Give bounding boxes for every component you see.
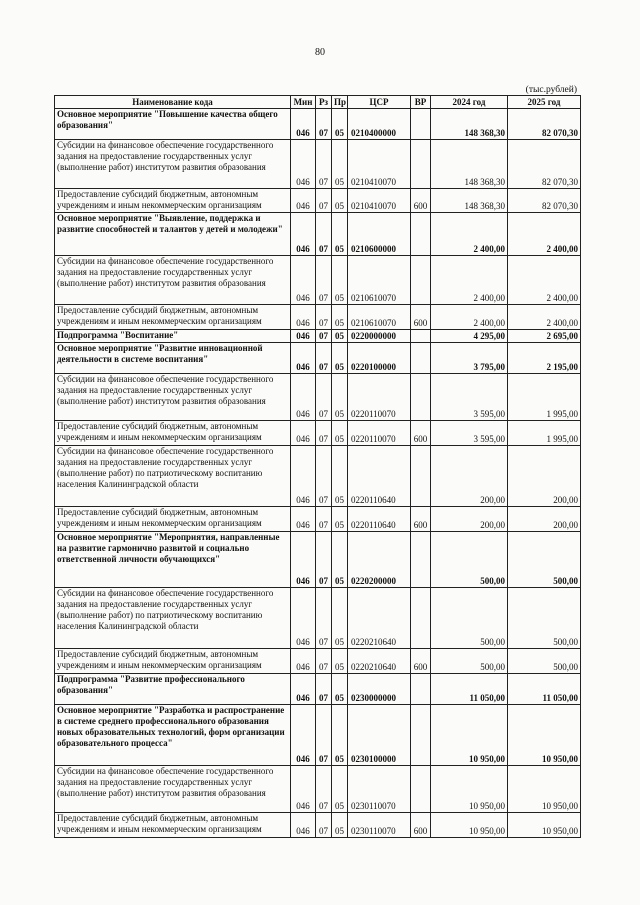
cell-name: Подпрограмма "Развитие профессионального образования" xyxy=(55,674,291,705)
cell-y2025: 10 950,00 xyxy=(508,705,581,766)
cell-name: Предоставление субсидий бюджетным, автономным учреждениям и иным некоммерческим организациям xyxy=(55,649,291,674)
cell-rz: 07 xyxy=(316,705,332,766)
cell-csr: 0230000000 xyxy=(348,674,411,705)
table-row xyxy=(55,140,581,189)
table-body xyxy=(55,109,581,838)
cell-rz: 07 xyxy=(316,766,332,813)
cell-min: 046 xyxy=(291,256,316,305)
cell-min: 046 xyxy=(291,674,316,705)
table-row xyxy=(55,705,581,766)
cell-name: Основное мероприятие "Мероприятия, направленные на развитие гармонично развитой и социально ответственной личности обучающихся" xyxy=(55,532,291,588)
cell-y2025: 200,00 xyxy=(508,507,581,532)
cell-pr: 05 xyxy=(332,813,348,838)
cell-vr xyxy=(411,588,431,649)
cell-rz: 07 xyxy=(316,507,332,532)
cell-vr xyxy=(411,213,431,256)
page-number: 80 xyxy=(315,47,325,58)
cell-min: 046 xyxy=(291,213,316,256)
table-row xyxy=(55,813,581,838)
cell-y2025: 11 050,00 xyxy=(508,674,581,705)
cell-pr: 05 xyxy=(332,343,348,374)
cell-min: 046 xyxy=(291,140,316,189)
cell-min: 046 xyxy=(291,649,316,674)
cell-csr: 0210610070 xyxy=(348,305,411,330)
table-row xyxy=(55,507,581,532)
cell-pr: 05 xyxy=(332,140,348,189)
cell-rz: 07 xyxy=(316,189,332,213)
cell-vr xyxy=(411,532,431,588)
cell-y2024: 3 595,00 xyxy=(431,421,508,446)
cell-vr xyxy=(411,766,431,813)
cell-y2024: 200,00 xyxy=(431,507,508,532)
cell-min: 046 xyxy=(291,532,316,588)
cell-min: 046 xyxy=(291,330,316,343)
cell-y2025: 10 950,00 xyxy=(508,766,581,813)
cell-y2024: 11 050,00 xyxy=(431,674,508,705)
cell-y2025: 82 070,30 xyxy=(508,140,581,189)
budget-table xyxy=(54,95,581,838)
cell-vr xyxy=(411,109,431,140)
table-row xyxy=(55,674,581,705)
units-label: (тыс.рублей) xyxy=(525,85,577,95)
cell-min: 046 xyxy=(291,813,316,838)
cell-pr: 05 xyxy=(332,507,348,532)
cell-pr: 05 xyxy=(332,588,348,649)
table-row xyxy=(55,343,581,374)
cell-y2025: 500,00 xyxy=(508,649,581,674)
cell-y2024: 10 950,00 xyxy=(431,766,508,813)
cell-csr: 0220210640 xyxy=(348,588,411,649)
cell-y2024: 148 368,30 xyxy=(431,140,508,189)
table-row xyxy=(55,766,581,813)
cell-rz: 07 xyxy=(316,374,332,421)
cell-name: Основное мероприятие "Разработка и распространение в системе среднего профессионального образования новых образовательных технологий, форм организации образовательного процесса" xyxy=(55,705,291,766)
cell-pr: 05 xyxy=(332,649,348,674)
cell-vr xyxy=(411,256,431,305)
cell-csr: 0230110070 xyxy=(348,813,411,838)
cell-rz: 07 xyxy=(316,213,332,256)
cell-pr: 05 xyxy=(332,305,348,330)
cell-y2025: 2 695,00 xyxy=(508,330,581,343)
cell-y2025: 500,00 xyxy=(508,532,581,588)
cell-name: Предоставление субсидий бюджетным, автономным учреждениям и иным некоммерческим организациям xyxy=(55,305,291,330)
cell-rz: 07 xyxy=(316,343,332,374)
cell-y2024: 10 950,00 xyxy=(431,705,508,766)
cell-name: Подпрограмма "Воспитание" xyxy=(55,330,291,343)
cell-csr: 0210600000 xyxy=(348,213,411,256)
cell-y2024: 2 400,00 xyxy=(431,256,508,305)
cell-pr: 05 xyxy=(332,766,348,813)
cell-pr: 05 xyxy=(332,446,348,507)
cell-y2024: 2 400,00 xyxy=(431,305,508,330)
cell-name: Основное мероприятие "Выявление, поддержка и развитие способностей и талантов у детей и молодежи" xyxy=(55,213,291,256)
cell-y2024: 500,00 xyxy=(431,532,508,588)
cell-min: 046 xyxy=(291,766,316,813)
header-csr: ЦСР xyxy=(348,96,411,109)
table-row xyxy=(55,649,581,674)
cell-name: Предоставление субсидий бюджетным, автономным учреждениям и иным некоммерческим организациям xyxy=(55,189,291,213)
cell-y2024: 200,00 xyxy=(431,446,508,507)
cell-vr: 600 xyxy=(411,507,431,532)
cell-csr: 0210410070 xyxy=(348,140,411,189)
cell-rz: 07 xyxy=(316,256,332,305)
cell-pr: 05 xyxy=(332,374,348,421)
cell-name: Субсидии на финансовое обеспечение государственного задания на предоставление государственных услуг (выполнение работ) институтом развития образования xyxy=(55,256,291,305)
cell-y2024: 2 400,00 xyxy=(431,213,508,256)
cell-vr xyxy=(411,446,431,507)
cell-name: Предоставление субсидий бюджетным, автономным учреждениям и иным некоммерческим организациям xyxy=(55,813,291,838)
cell-csr: 0220110070 xyxy=(348,374,411,421)
cell-csr: 0220110640 xyxy=(348,507,411,532)
cell-y2025: 200,00 xyxy=(508,446,581,507)
cell-vr xyxy=(411,674,431,705)
table-row xyxy=(55,213,581,256)
cell-y2024: 3 595,00 xyxy=(431,374,508,421)
cell-csr: 0220210640 xyxy=(348,649,411,674)
cell-name: Предоставление субсидий бюджетным, автономным учреждениям и иным некоммерческим организациям xyxy=(55,421,291,446)
table-row xyxy=(55,109,581,140)
cell-csr: 0220110070 xyxy=(348,421,411,446)
cell-name: Основное мероприятие "Повышение качества общего образования" xyxy=(55,109,291,140)
cell-vr: 600 xyxy=(411,189,431,213)
cell-pr: 05 xyxy=(332,674,348,705)
cell-y2024: 4 295,00 xyxy=(431,330,508,343)
cell-name: Субсидии на финансовое обеспечение государственного задания на предоставление государственных услуг (выполнение работ) институтом развития образования xyxy=(55,766,291,813)
cell-csr: 0220100000 xyxy=(348,343,411,374)
cell-csr: 0210610070 xyxy=(348,256,411,305)
table-header-row xyxy=(55,96,581,109)
cell-name: Субсидии на финансовое обеспечение государственного задания на предоставление государственных услуг (выполнение работ) институтом развития образования xyxy=(55,140,291,189)
cell-min: 046 xyxy=(291,109,316,140)
cell-y2025: 10 950,00 xyxy=(508,813,581,838)
table-row xyxy=(55,421,581,446)
cell-rz: 07 xyxy=(316,674,332,705)
cell-name: Субсидии на финансовое обеспечение государственного задания на предоставление государственных услуг (выполнение работ) по патриотическому воспитанию населения Калининградской области xyxy=(55,446,291,507)
cell-y2025: 1 995,00 xyxy=(508,421,581,446)
cell-vr xyxy=(411,705,431,766)
cell-rz: 07 xyxy=(316,330,332,343)
cell-rz: 07 xyxy=(316,532,332,588)
table-row xyxy=(55,374,581,421)
table-row xyxy=(55,256,581,305)
header-pr: Пр xyxy=(332,96,348,109)
cell-y2025: 2 400,00 xyxy=(508,305,581,330)
cell-csr: 0220110640 xyxy=(348,446,411,507)
cell-csr: 0220200000 xyxy=(348,532,411,588)
cell-min: 046 xyxy=(291,507,316,532)
cell-csr: 0210410070 xyxy=(348,189,411,213)
cell-y2025: 1 995,00 xyxy=(508,374,581,421)
cell-pr: 05 xyxy=(332,109,348,140)
cell-vr: 600 xyxy=(411,649,431,674)
table-row xyxy=(55,305,581,330)
table-row xyxy=(55,532,581,588)
cell-name: Субсидии на финансовое обеспечение государственного задания на предоставление государственных услуг (выполнение работ) институтом развития образования xyxy=(55,374,291,421)
cell-name: Субсидии на финансовое обеспечение государственного задания на предоставление государственных услуг (выполнение работ) по патриотическому воспитанию населения Калининградской области xyxy=(55,588,291,649)
table-row xyxy=(55,446,581,507)
cell-min: 046 xyxy=(291,189,316,213)
cell-min: 046 xyxy=(291,374,316,421)
cell-name: Предоставление субсидий бюджетным, автономным учреждениям и иным некоммерческим организациям xyxy=(55,507,291,532)
cell-min: 046 xyxy=(291,588,316,649)
cell-min: 046 xyxy=(291,305,316,330)
cell-min: 046 xyxy=(291,446,316,507)
header-name: Наименование кода xyxy=(55,96,291,109)
cell-rz: 07 xyxy=(316,588,332,649)
cell-y2025: 82 070,30 xyxy=(508,109,581,140)
cell-pr: 05 xyxy=(332,532,348,588)
cell-vr xyxy=(411,140,431,189)
cell-rz: 07 xyxy=(316,813,332,838)
table-row xyxy=(55,330,581,343)
header-vr: ВР xyxy=(411,96,431,109)
cell-y2024: 3 795,00 xyxy=(431,343,508,374)
cell-pr: 05 xyxy=(332,256,348,305)
cell-rz: 07 xyxy=(316,446,332,507)
cell-pr: 05 xyxy=(332,189,348,213)
cell-y2025: 2 400,00 xyxy=(508,256,581,305)
cell-y2025: 82 070,30 xyxy=(508,189,581,213)
cell-vr: 600 xyxy=(411,305,431,330)
cell-csr: 0230100000 xyxy=(348,705,411,766)
cell-y2024: 500,00 xyxy=(431,649,508,674)
cell-rz: 07 xyxy=(316,140,332,189)
header-2024: 2024 год xyxy=(431,96,508,109)
cell-pr: 05 xyxy=(332,421,348,446)
cell-rz: 07 xyxy=(316,305,332,330)
cell-y2025: 2 400,00 xyxy=(508,213,581,256)
cell-min: 046 xyxy=(291,343,316,374)
cell-rz: 07 xyxy=(316,421,332,446)
cell-vr: 600 xyxy=(411,813,431,838)
header-min: Мин xyxy=(291,96,316,109)
cell-vr: 600 xyxy=(411,421,431,446)
cell-min: 046 xyxy=(291,705,316,766)
cell-y2024: 10 950,00 xyxy=(431,813,508,838)
cell-vr xyxy=(411,374,431,421)
cell-name: Основное мероприятие "Развитие инновационной деятельности в системе воспитания" xyxy=(55,343,291,374)
cell-min: 046 xyxy=(291,421,316,446)
cell-rz: 07 xyxy=(316,109,332,140)
cell-y2024: 148 368,30 xyxy=(431,189,508,213)
table-row xyxy=(55,588,581,649)
cell-y2024: 148 368,30 xyxy=(431,109,508,140)
header-2025: 2025 год xyxy=(508,96,581,109)
cell-y2024: 500,00 xyxy=(431,588,508,649)
cell-vr xyxy=(411,330,431,343)
cell-csr: 0220000000 xyxy=(348,330,411,343)
cell-y2025: 500,00 xyxy=(508,588,581,649)
cell-pr: 05 xyxy=(332,213,348,256)
cell-csr: 0230110070 xyxy=(348,766,411,813)
cell-y2025: 2 195,00 xyxy=(508,343,581,374)
cell-csr: 0210400000 xyxy=(348,109,411,140)
cell-pr: 05 xyxy=(332,705,348,766)
cell-vr xyxy=(411,343,431,374)
cell-rz: 07 xyxy=(316,649,332,674)
header-rz: Рз xyxy=(316,96,332,109)
cell-pr: 05 xyxy=(332,330,348,343)
table-row xyxy=(55,189,581,213)
